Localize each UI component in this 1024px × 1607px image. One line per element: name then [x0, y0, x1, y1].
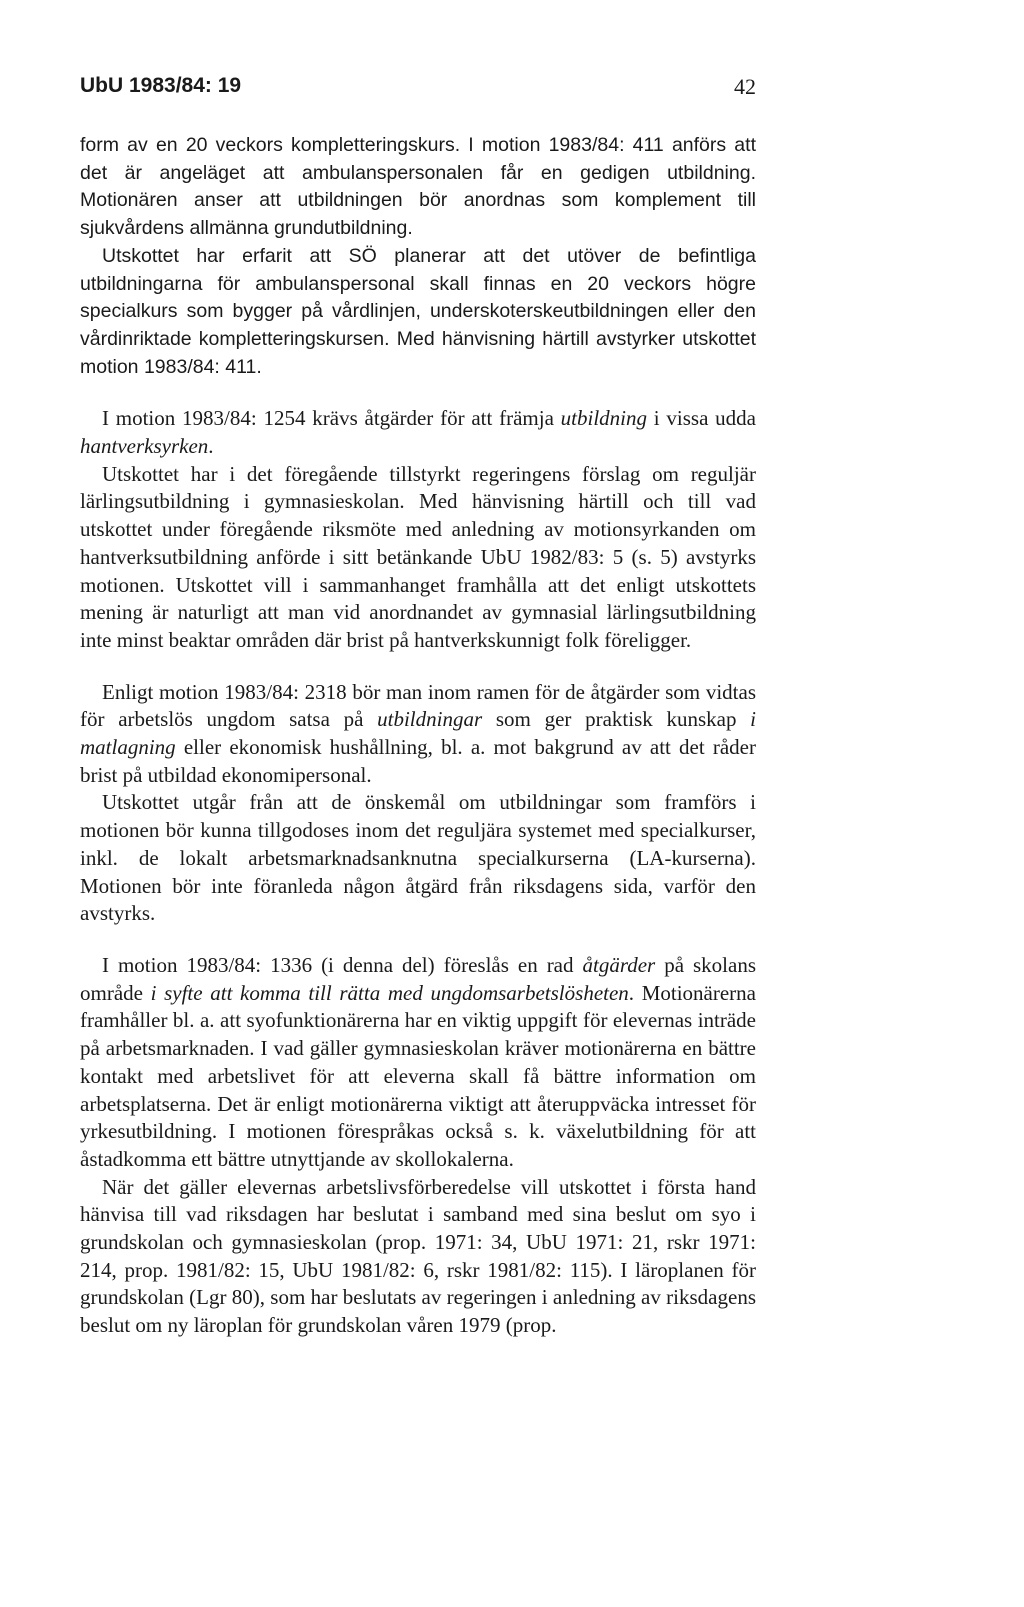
text-run: . Motionärerna framhåller bl. a. att syofunktionärerna har en viktig uppgift för elevernas inträde på arbetsmarknaden. I vad gäller gymnasieskolan kräver motionärerna en bättre kontakt med arbetslivet för att eleverna skall få bättre information om arbetsplatserna. Det är enligt motionärerna viktigt att återuppväcka intresset för yrkesutbildning. I motionen förespråkas också s. k. växelutbildning för att åstadkomma ett bättre utnyttjande av skollokalerna.	[80, 980, 756, 1171]
paragraph: Utskottet utgår från att de önskemål om utbildningar som framförs i motionen bör kunna tillgodoses inom det reguljära systemet med specialkurser, inkl. de lokalt arbetsmarknadsanknutna specialkurserna (LA-kurserna). Motionen bör inte föranleda någon åtgärd från riksdagens sida, varför den avstyrks.	[80, 790, 756, 926]
emphasis: hantverksyrken	[80, 434, 209, 459]
document-reference: UbU 1983/84: 19	[80, 74, 242, 97]
paragraph	[80, 405, 756, 460]
text-run: Enligt motion 1983/84: 2318 bör man inom ramen för de åtgärder som vidtas för arbetslös ungdom satsa på	[80, 679, 756, 732]
text-run: I motion 1983/84: 1336 (i denna del) föreslås en rad	[102, 952, 583, 977]
emphasis: utbildningar	[377, 707, 483, 732]
text-run: .	[208, 434, 214, 459]
text-run: som ger praktisk kunskap	[482, 707, 751, 732]
paragraph: Utskottet har erfarit att SÖ planerar att det utöver de befintliga utbildningarna för ambulanspersonal skall finnas en 20 veckors högre specialkurs som bygger på vårdlinjen, underskoterskeutbildningen eller den vårdinriktade kompletteringskursen. Med hänvisning härtill avstyrker utskottet motion 1983/84: 411.	[80, 244, 756, 378]
paragraph: När det gäller elevernas arbetslivsförberedelse vill utskottet i första hand hänvisa till vad riksdagen har beslutat i samband med sina beslut om syo i grundskolan och gymnasieskolan (prop. 1971: 34, UbU 1971: 21, rskr 1971: 214, prop. 1981/82: 15, UbU 1981/82: 6, rskr 1981/82: 115). I läroplanen för grundskolan (Lgr 80), som har beslutats av regeringen i anledning av riksdagens beslut om ny läroplan för grundskolan våren 1979 (prop.	[80, 1174, 756, 1338]
paragraph	[80, 952, 756, 1174]
text-run: I motion 1983/84: 1254 krävs åtgärder för att främja	[102, 406, 561, 431]
body-text	[80, 132, 756, 1340]
paragraph: form av en 20 veckors kompletteringskurs. I motion 1983/84: 411 anförs att det är angeläget att ambulanspersonalen får en gedigen utbildning. Motionären anser att utbildningen bör anordnas som komplement till sjukvårdens allmänna grundutbildning.	[80, 134, 756, 240]
text-run: på skolans område	[80, 952, 756, 1005]
paragraph	[80, 679, 756, 790]
emphasis: i matlagning	[80, 707, 756, 760]
page-header	[80, 74, 756, 104]
emphasis: åtgärder	[582, 952, 656, 977]
paragraph: Utskottet har i det föregående tillstyrkt regeringens förslag om reguljär lärlingsutbildning i gymnasieskolan. Med hänvisning härtill och till vad utskottet under föregående riksmöte med anledning av motionsyrkanden om hantverksutbildning anförde i sitt betänkande UbU 1982/83: 5 (s. 5) avstyrks motionen. Utskottet vill i sammanhanget framhålla att det enligt utskottets mening är naturligt att man vid anordnandet av gymnasial lärlingsutbildning inte minst beaktar områden där brist på hantverkskunnigt folk föreligger.	[80, 461, 756, 652]
page-number: 42	[734, 74, 756, 99]
text-run: i vissa udda	[647, 406, 756, 431]
emphasis: utbildning	[560, 406, 648, 431]
text-run: eller ekonomisk hushållning, bl. a. mot bakgrund av att det råder brist på utbildad ekonomipersonal.	[80, 735, 756, 787]
emphasis: i syfte att komma till rätta med ungdomsarbetslösheten	[150, 980, 629, 1005]
